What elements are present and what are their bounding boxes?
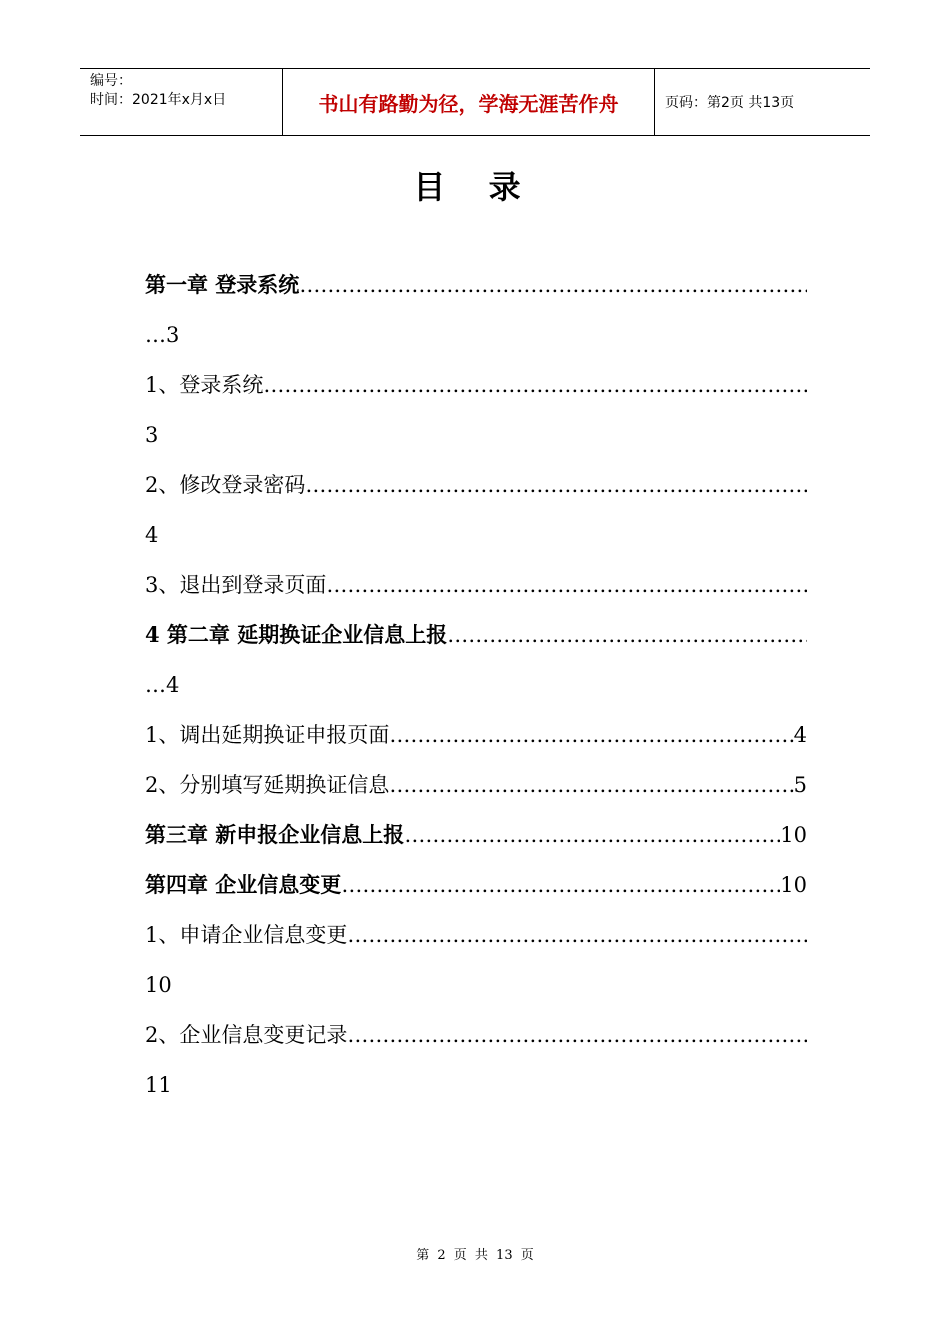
toc-entry-wrap [145,410,807,460]
toc-leader-dots [299,260,807,310]
toc-entry-text: 1、调出延期换证申报页面 [145,723,390,747]
toc-leader-dots [326,560,807,610]
table-of-contents [145,260,807,1110]
toc-entry[interactable] [145,860,807,910]
toc-leader-dots [389,760,793,810]
toc-entry-page: 11 [145,1073,172,1097]
toc-leader-dots [389,710,793,760]
toc-entry-page: 4 [145,523,159,547]
toc-entry-text: 1、登录系统 [145,373,264,397]
toc-entry[interactable] [145,610,807,660]
toc-entry[interactable] [145,760,807,810]
toc-entry[interactable] [145,360,807,410]
toc-entry-page: 5 [793,773,807,797]
header-left-cell [80,69,282,135]
toc-entry-page: 10 [780,873,807,897]
toc-leader-dots [341,860,780,910]
toc-entry-text: 1、申请企业信息变更 [145,923,348,947]
doc-time-label: 时间：2021年x月x日 [90,92,227,108]
toc-entry-page: …4 [145,673,180,697]
toc-entry-text: 第四章 企业信息变更 [145,872,342,897]
toc-entry-page: 3 [145,423,159,447]
toc-entry[interactable] [145,1010,807,1060]
toc-entry-wrap [145,510,807,560]
toc-entry-wrap [145,1060,807,1110]
toc-entry-text: 2、修改登录密码 [145,473,306,497]
toc-entry-wrap [145,660,807,710]
toc-entry-wrap [145,310,807,360]
toc-entry-text: 第一章 登录系统 [145,272,300,297]
header-page-info: 页码：第2页 共13页 [665,95,795,111]
toc-leader-dots [263,360,807,410]
toc-entry-text: 第三章 新申报企业信息上报 [145,822,405,847]
toc-leader-dots [347,1010,807,1060]
page-footer: 第 2 页 共 13 页 [416,1248,534,1263]
toc-entry-text: 3、退出到登录页面 [145,573,327,597]
page-header [80,68,870,136]
toc-entry-page: 10 [780,823,807,847]
toc-leader-dots [347,910,807,960]
toc-leader-dots [404,810,780,860]
toc-leader-dots [447,610,807,660]
toc-entry-text: 2、分别填写延期换证信息 [145,773,390,797]
toc-entry[interactable] [145,810,807,860]
toc-entry[interactable] [145,460,807,510]
page-title: 目 录 [413,168,537,206]
toc-leader-dots [305,460,807,510]
toc-entry[interactable] [145,910,807,960]
toc-entry-page: 10 [145,973,172,997]
toc-entry[interactable] [145,260,807,310]
toc-entry-page: …3 [145,323,180,347]
toc-entry-wrap [145,960,807,1010]
toc-entry-page: 4 [793,723,807,747]
header-motto: 书山有路勤为径，学海无涯苦作舟 [282,69,655,135]
toc-entry[interactable] [145,710,807,760]
toc-entry-text: 2、企业信息变更记录 [145,1023,348,1047]
doc-number-label: 编号： [90,73,132,89]
toc-entry-text: 4 第二章 延期换证企业信息上报 [145,622,448,647]
toc-entry[interactable] [145,560,807,610]
